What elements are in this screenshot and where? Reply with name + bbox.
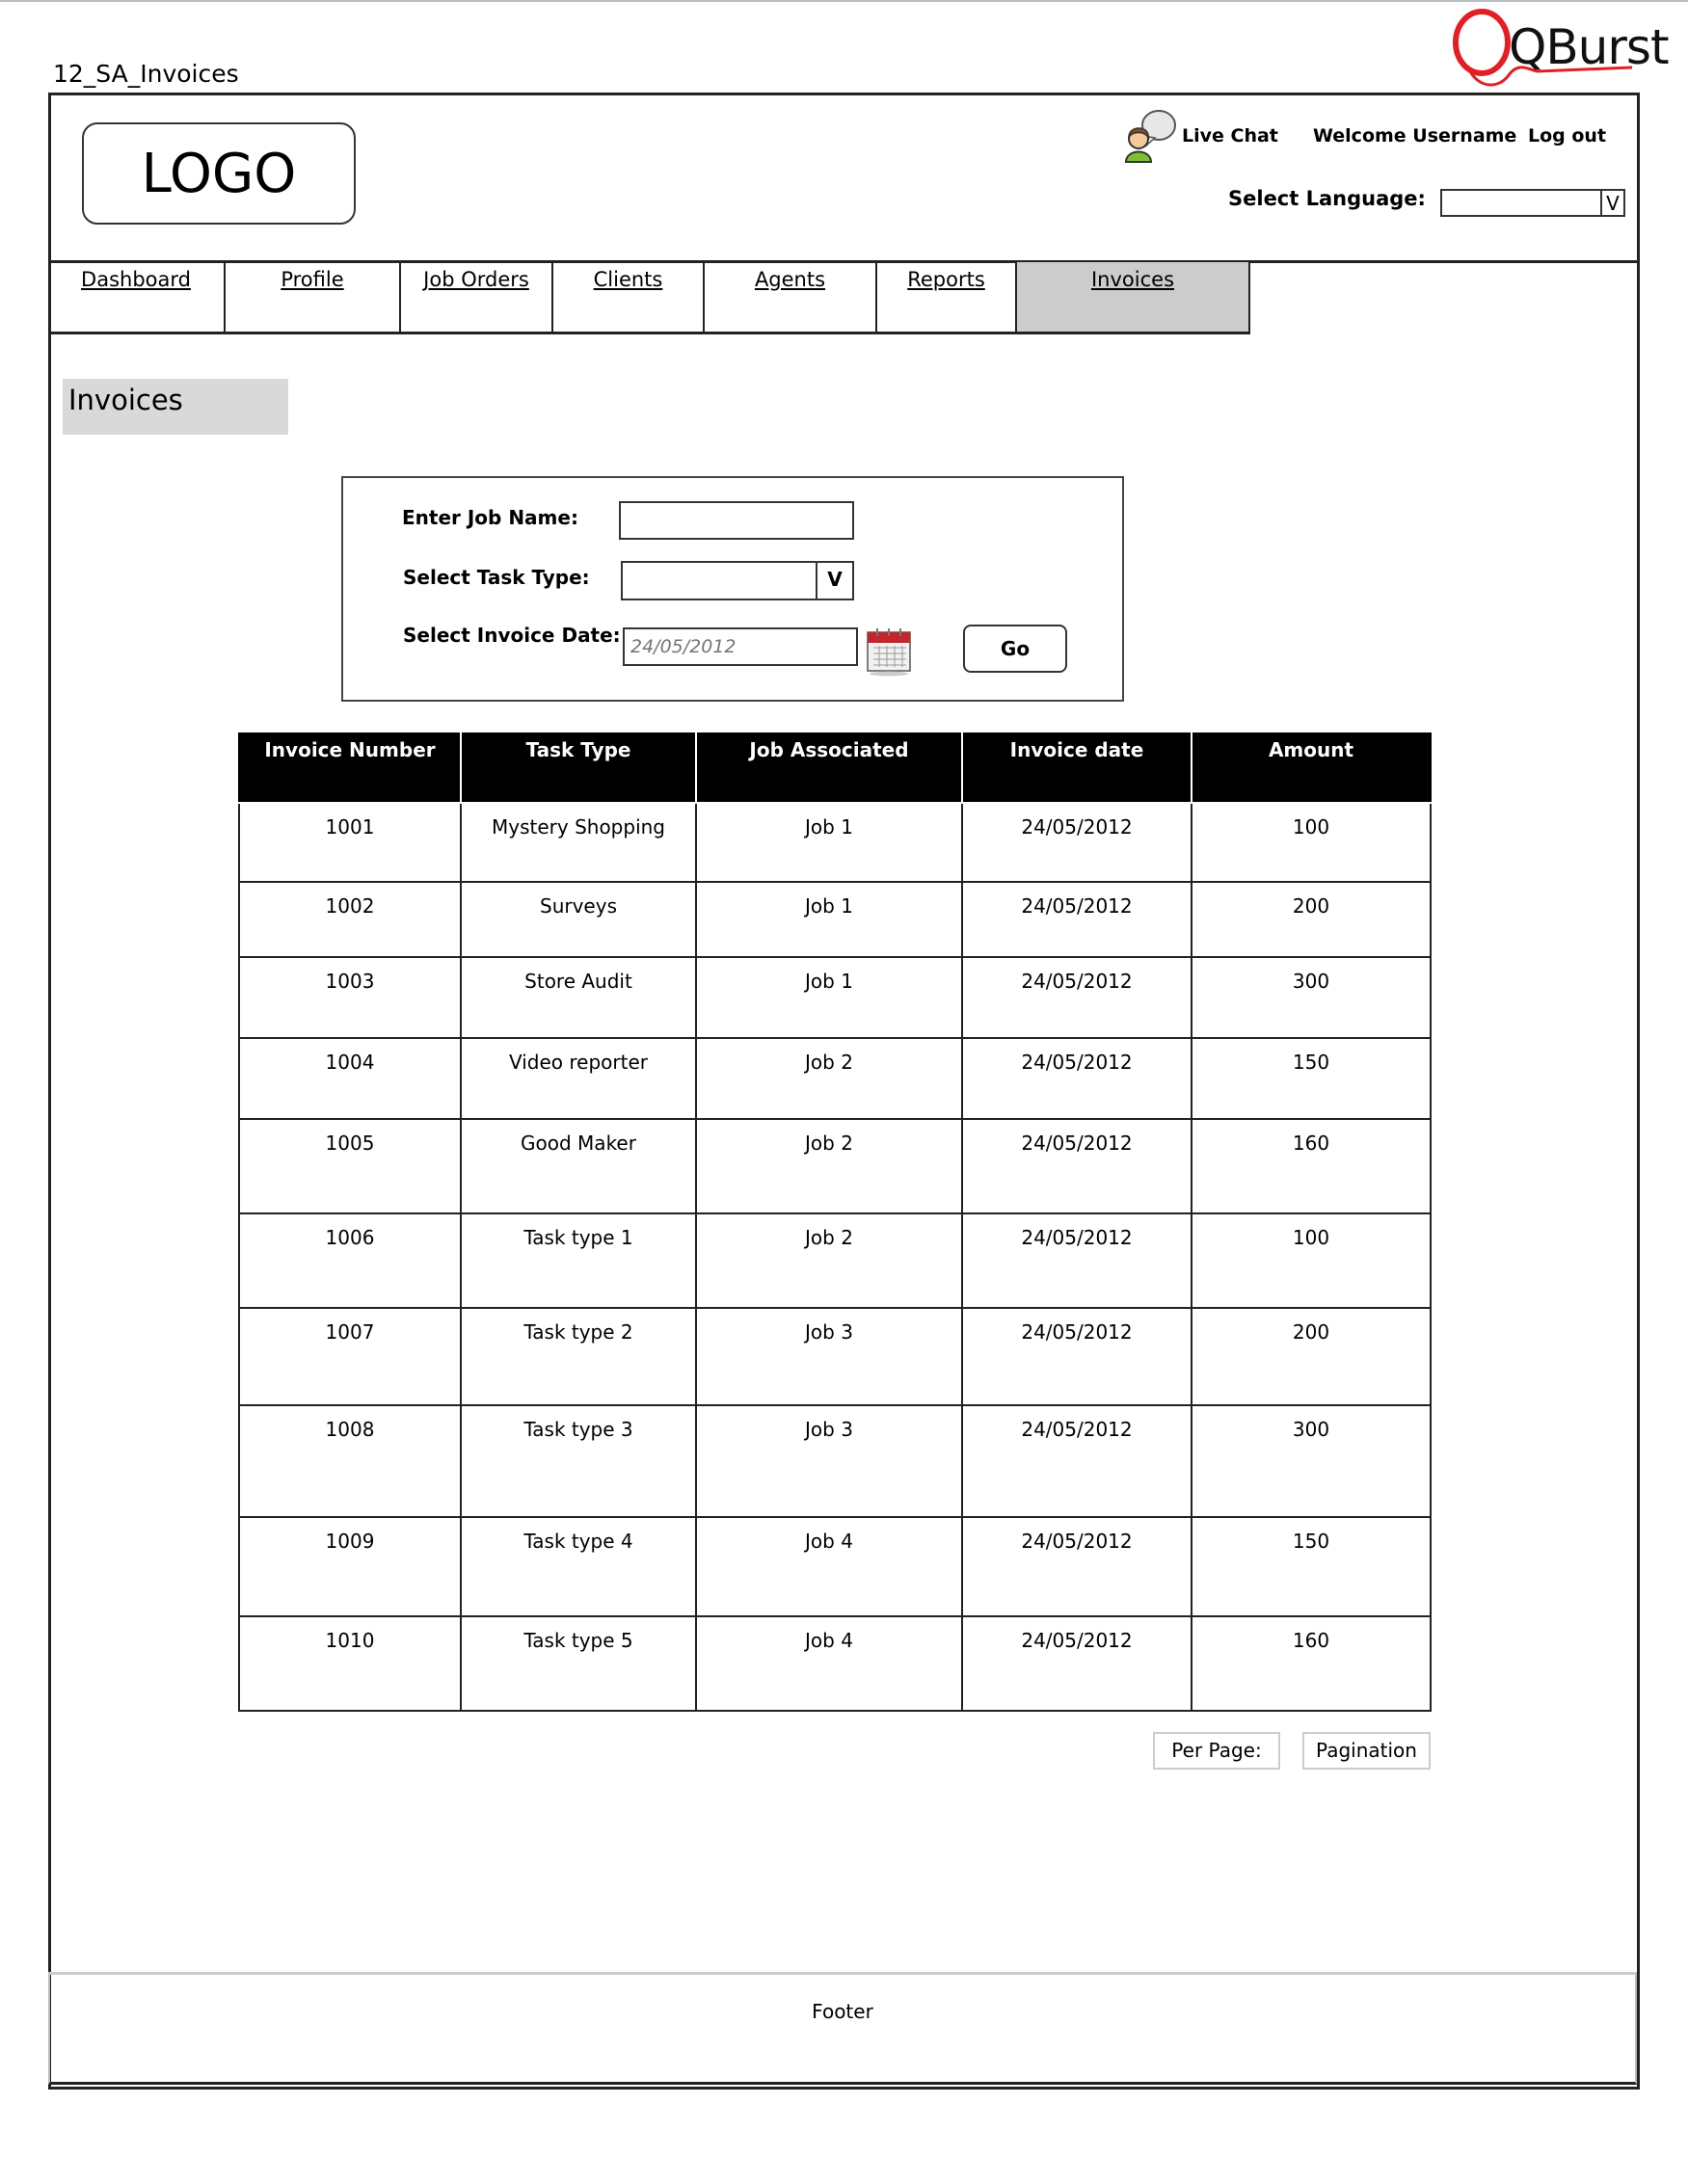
table-row[interactable] xyxy=(239,882,1431,957)
table-cell: 1004 xyxy=(239,1038,461,1119)
welcome-username: Welcome Username xyxy=(1313,125,1517,146)
table-cell: Task type 5 xyxy=(461,1616,696,1711)
table-row[interactable] xyxy=(239,957,1431,1038)
logo-placeholder[interactable]: LOGO xyxy=(82,122,356,225)
table-row[interactable] xyxy=(239,1213,1431,1308)
table-cell: 1010 xyxy=(239,1616,461,1711)
job-name-input[interactable] xyxy=(619,501,854,540)
nav-item-clients[interactable] xyxy=(553,262,705,334)
table-cell: Job 1 xyxy=(696,803,962,882)
table-cell: 200 xyxy=(1192,882,1431,957)
table-row[interactable] xyxy=(239,1038,1431,1119)
select-language-label: Select Language: xyxy=(1228,187,1426,210)
nav-item-label[interactable]: Agents xyxy=(754,268,826,291)
column-header[interactable]: Amount xyxy=(1192,732,1431,803)
footer-text: Footer xyxy=(812,2000,873,2023)
table-row[interactable] xyxy=(239,803,1431,882)
section-title: Invoices xyxy=(63,379,288,435)
table-row[interactable] xyxy=(239,1308,1431,1405)
main-nav xyxy=(48,262,1250,335)
invoices-table xyxy=(238,732,1432,1712)
qburst-logo xyxy=(1451,8,1669,87)
table-cell: 200 xyxy=(1192,1308,1431,1405)
column-header[interactable]: Invoice Number xyxy=(239,732,461,803)
per-page-button[interactable]: Per Page: xyxy=(1153,1732,1280,1770)
table-cell: 1001 xyxy=(239,803,461,882)
table-cell: 24/05/2012 xyxy=(962,1308,1192,1405)
table-cell: Job 4 xyxy=(696,1616,962,1711)
table-cell: 1008 xyxy=(239,1405,461,1517)
table-cell: 100 xyxy=(1192,803,1431,882)
table-cell: Store Audit xyxy=(461,957,696,1038)
table-row[interactable] xyxy=(239,1616,1431,1711)
column-header[interactable]: Job Associated xyxy=(696,732,962,803)
chevron-down-icon[interactable]: V xyxy=(1600,191,1623,215)
table-cell: 24/05/2012 xyxy=(962,1405,1192,1517)
calendar-icon[interactable] xyxy=(866,626,914,677)
table-cell: Job 2 xyxy=(696,1038,962,1119)
table-cell: 24/05/2012 xyxy=(962,882,1192,957)
column-header[interactable]: Invoice date xyxy=(962,732,1192,803)
nav-item-profile[interactable] xyxy=(226,262,401,334)
logout-link[interactable]: Log out xyxy=(1528,125,1607,146)
table-cell: Job 1 xyxy=(696,882,962,957)
table-cell: 24/05/2012 xyxy=(962,1616,1192,1711)
nav-item-invoices[interactable] xyxy=(1017,262,1250,334)
table-cell: Task type 2 xyxy=(461,1308,696,1405)
table-cell: Task type 3 xyxy=(461,1405,696,1517)
top-divider xyxy=(0,0,1688,2)
table-cell: Job 3 xyxy=(696,1405,962,1517)
task-type-select[interactable] xyxy=(621,561,854,600)
live-chat-link[interactable]: Live Chat xyxy=(1182,125,1278,146)
table-cell: 1007 xyxy=(239,1308,461,1405)
table-cell: Good Maker xyxy=(461,1119,696,1213)
table-cell: Video reporter xyxy=(461,1038,696,1119)
table-cell: 300 xyxy=(1192,1405,1431,1517)
nav-item-label[interactable]: Profile xyxy=(281,268,344,291)
nav-item-label[interactable]: Invoices xyxy=(1090,268,1175,291)
nav-item-agents[interactable] xyxy=(705,262,877,334)
qburst-logo-text: QBurst xyxy=(1509,19,1669,75)
table-cell: Job 2 xyxy=(696,1213,962,1308)
nav-item-label[interactable]: Job Orders xyxy=(423,268,529,291)
job-name-label: Enter Job Name: xyxy=(402,506,578,529)
table-cell: Task type 4 xyxy=(461,1517,696,1616)
nav-item-reports[interactable] xyxy=(877,262,1017,334)
table-cell: 24/05/2012 xyxy=(962,803,1192,882)
table-row[interactable] xyxy=(239,1405,1431,1517)
table-cell: Job 4 xyxy=(696,1517,962,1616)
table-cell: Mystery Shopping xyxy=(461,803,696,882)
footer xyxy=(48,1972,1637,2085)
table-cell: 24/05/2012 xyxy=(962,1213,1192,1308)
nav-item-job-orders[interactable] xyxy=(401,262,553,334)
table-cell: Job 2 xyxy=(696,1119,962,1213)
nav-item-label[interactable]: Dashboard xyxy=(81,268,191,291)
table-cell: 100 xyxy=(1192,1213,1431,1308)
nav-item-label[interactable]: Reports xyxy=(907,268,985,291)
live-chat-avatar-icon[interactable] xyxy=(1122,108,1180,164)
table-cell: 1002 xyxy=(239,882,461,957)
table-cell: 160 xyxy=(1192,1119,1431,1213)
invoice-date-label: Select Invoice Date: xyxy=(403,624,621,647)
table-cell: 1006 xyxy=(239,1213,461,1308)
language-select[interactable] xyxy=(1440,189,1625,217)
table-cell: Surveys xyxy=(461,882,696,957)
column-header[interactable]: Task Type xyxy=(461,732,696,803)
chevron-down-icon[interactable]: V xyxy=(816,563,852,599)
pagination-button[interactable]: Pagination xyxy=(1302,1732,1431,1770)
table-cell: 24/05/2012 xyxy=(962,1517,1192,1616)
table-cell: 1005 xyxy=(239,1119,461,1213)
table-cell: 160 xyxy=(1192,1616,1431,1711)
invoice-date-input[interactable] xyxy=(623,627,858,666)
table-cell: 24/05/2012 xyxy=(962,1038,1192,1119)
table-cell: 300 xyxy=(1192,957,1431,1038)
table-cell: Job 1 xyxy=(696,957,962,1038)
table-header-row xyxy=(239,732,1431,803)
go-button[interactable]: Go xyxy=(963,625,1067,673)
nav-item-dashboard[interactable] xyxy=(48,262,226,334)
nav-left-border xyxy=(48,262,50,335)
table-cell: 1009 xyxy=(239,1517,461,1616)
table-cell: 24/05/2012 xyxy=(962,1119,1192,1213)
table-cell: 150 xyxy=(1192,1038,1431,1119)
table-row[interactable] xyxy=(239,1517,1431,1616)
nav-item-label[interactable]: Clients xyxy=(593,268,663,291)
table-row[interactable] xyxy=(239,1119,1431,1213)
task-type-label: Select Task Type: xyxy=(403,566,590,589)
table-cell: Job 3 xyxy=(696,1308,962,1405)
page-title: 12_SA_Invoices xyxy=(53,60,239,88)
table-cell: 24/05/2012 xyxy=(962,957,1192,1038)
table-cell: Task type 1 xyxy=(461,1213,696,1308)
table-cell: 150 xyxy=(1192,1517,1431,1616)
table-cell: 1003 xyxy=(239,957,461,1038)
